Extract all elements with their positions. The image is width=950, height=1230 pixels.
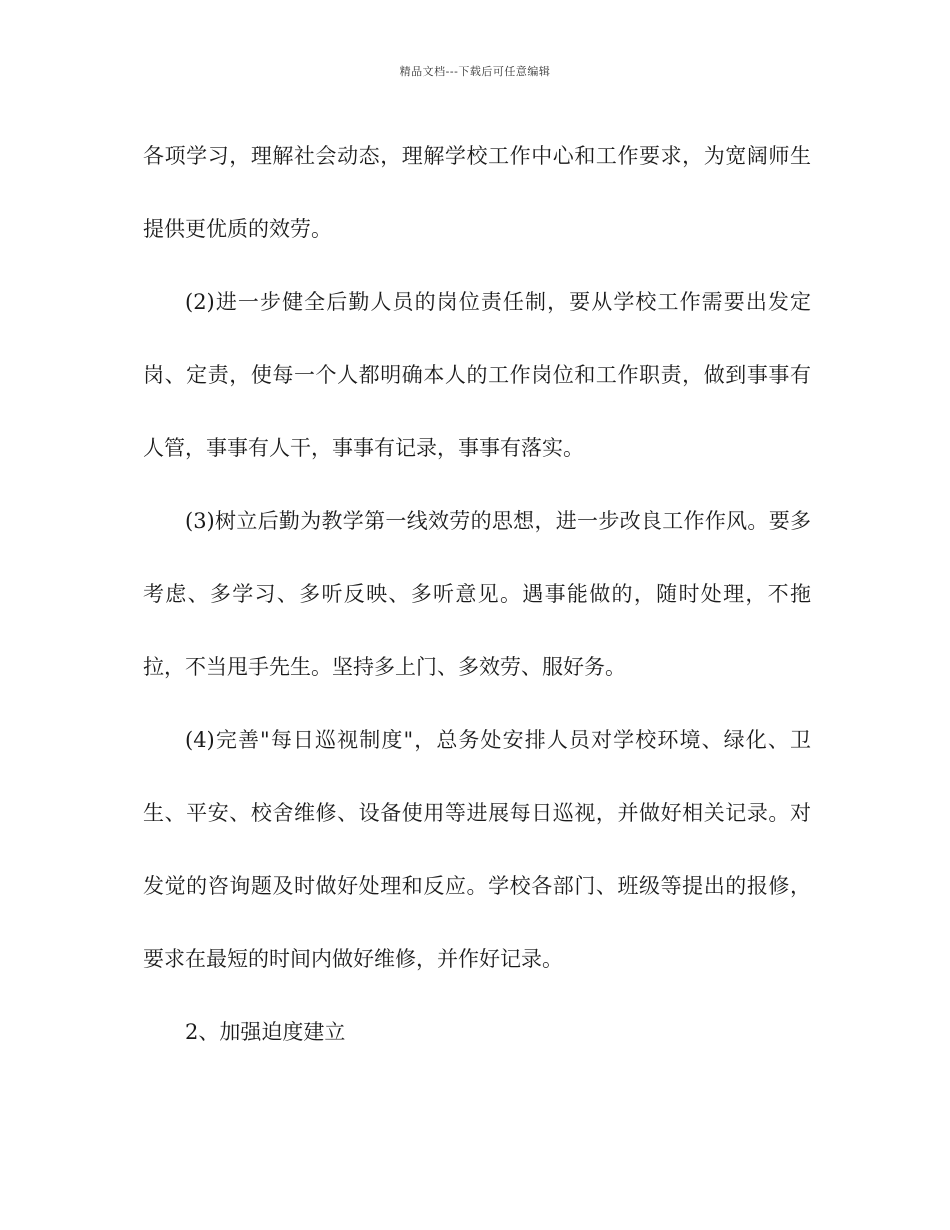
paragraph-item-3: (3)树立后勤为教学第一线效劳的思想，进一步改良工作作风。要多考虑、多学习、多听反映、多听意见。遇事能做的，随时处理，不拖拉，不当甩手先生。坚持多上门、多效劳、服好务。: [143, 509, 811, 679]
document-body: [143, 120, 811, 1069]
paragraph-item-4: (4)完善"每日巡视制度"，总务处安排人员对学校环境、绿化、卫生、平安、校舍维修、设备使用等进展每日巡视，并做好相关记录。对发觉的咨询题及时做好处理和反应。学校各部门、班级等提出的报修，要求在最短的时间内做好维修，并作好记录。: [143, 728, 811, 971]
paragraph-item-2: (2)进一步健全后勤人员的岗位责任制，要从学校工作需要出发定岗、定责，使每一个人都明确本人的工作岗位和工作职责，做到事事有人管，事事有人干，事事有记录，事事有落实。: [143, 290, 811, 460]
page-header: 精品文档---下载后可任意编辑: [399, 65, 551, 78]
section-heading: 2、加强迫度建立: [185, 1020, 346, 1044]
paragraph-continuation: 各项学习，理解社会动态，理解学校工作中心和工作要求，为宽阔师生提供更优质的效劳。: [143, 144, 811, 241]
